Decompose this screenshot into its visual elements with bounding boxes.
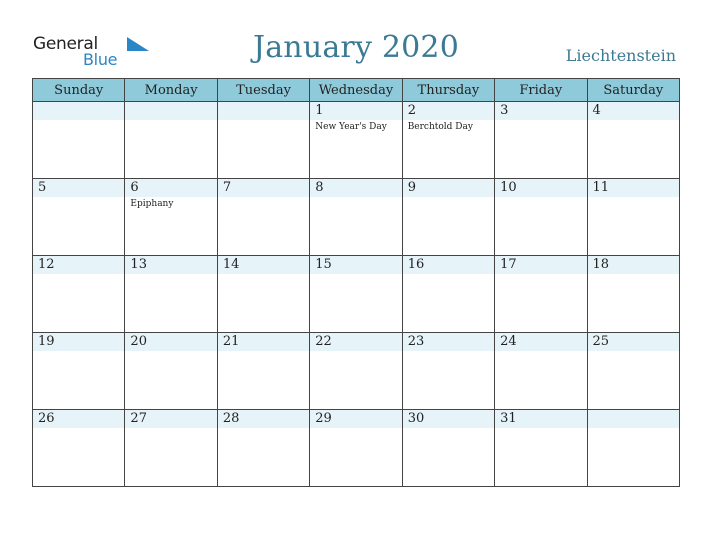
holiday-label: Epiphany <box>130 199 174 209</box>
day-cell <box>125 410 217 487</box>
day-number: 9 <box>407 180 416 195</box>
logo-blue-text: Blue <box>83 50 118 69</box>
day-number: 16 <box>407 257 425 272</box>
weekday-header-row <box>33 79 680 102</box>
day-cell <box>495 179 587 256</box>
day-number: 27 <box>130 411 147 426</box>
weekday-saturday: Saturday <box>587 79 679 102</box>
week-row <box>33 410 680 487</box>
day-cell <box>402 102 494 179</box>
holiday-label <box>310 426 401 430</box>
day-cell <box>402 179 494 256</box>
holiday-label <box>495 195 586 199</box>
day-number: 19 <box>38 334 55 349</box>
day-number: 10 <box>500 180 517 195</box>
day-number: 29 <box>315 411 332 426</box>
holiday-label <box>588 349 679 353</box>
day-number: 31 <box>500 411 517 426</box>
day-number: 8 <box>315 180 324 195</box>
day-cell <box>402 410 494 487</box>
day-cell <box>33 333 125 410</box>
day-cell <box>495 410 587 487</box>
day-number: 25 <box>592 334 610 349</box>
week-row <box>33 256 680 333</box>
day-cell <box>125 179 217 256</box>
day-cell <box>310 333 402 410</box>
day-number: 2 <box>407 103 416 118</box>
day-number: 14 <box>222 257 240 272</box>
week-row <box>33 179 680 256</box>
day-cell <box>217 179 309 256</box>
day-cell <box>587 179 679 256</box>
holiday-label <box>588 195 679 199</box>
holiday-label <box>218 195 309 199</box>
day-cell <box>217 333 309 410</box>
holiday-label <box>218 272 309 276</box>
weekday-sunday: Sunday <box>33 79 125 102</box>
day-number: 1 <box>315 103 324 118</box>
day-number: 7 <box>222 180 232 195</box>
holiday-label <box>495 272 586 276</box>
holiday-label <box>495 426 586 430</box>
holiday-label <box>403 349 494 353</box>
page-title: January 2020 <box>252 30 459 65</box>
day-cell <box>217 410 309 487</box>
holiday-label: Berchtold Day <box>407 122 473 132</box>
day-number: 20 <box>130 334 147 349</box>
day-number: 18 <box>592 257 610 272</box>
holiday-label <box>125 103 216 107</box>
day-number: 26 <box>38 411 55 426</box>
day-number: 28 <box>222 411 240 426</box>
holiday-label <box>218 349 309 353</box>
holiday-label <box>495 349 586 353</box>
holiday-label <box>588 411 679 415</box>
day-cell <box>495 333 587 410</box>
day-cell <box>310 179 402 256</box>
day-number: 6 <box>130 180 139 195</box>
holiday-label <box>403 195 494 199</box>
holiday-label <box>310 195 401 199</box>
day-number: 12 <box>38 257 55 272</box>
holiday-label <box>33 349 124 353</box>
week-row <box>33 333 680 410</box>
day-cell <box>587 333 679 410</box>
calendar-grid <box>32 78 680 487</box>
country-label: Liechtenstein <box>565 46 676 65</box>
holiday-label <box>495 118 586 122</box>
day-number: 13 <box>130 257 147 272</box>
weekday-tuesday: Tuesday <box>217 79 309 102</box>
day-number: 22 <box>315 334 332 349</box>
week-row <box>33 102 680 179</box>
day-cell <box>33 179 125 256</box>
day-cell <box>587 256 679 333</box>
day-cell <box>495 256 587 333</box>
holiday-label <box>33 272 124 276</box>
day-cell <box>310 102 402 179</box>
holiday-label <box>33 103 124 107</box>
holiday-label <box>33 195 124 199</box>
day-cell <box>402 256 494 333</box>
day-number: 15 <box>315 257 332 272</box>
weekday-wednesday: Wednesday <box>310 79 402 102</box>
day-number: 5 <box>38 180 47 195</box>
day-cell <box>402 333 494 410</box>
holiday-label <box>125 272 216 276</box>
day-cell <box>217 102 309 179</box>
day-cell <box>33 410 125 487</box>
holiday-label <box>218 103 309 107</box>
day-cell <box>587 102 679 179</box>
day-number: 11 <box>592 180 610 195</box>
holiday-label: New Year's Day <box>315 122 387 132</box>
weekday-friday: Friday <box>495 79 587 102</box>
holiday-label <box>403 272 494 276</box>
day-cell <box>33 256 125 333</box>
day-cell <box>33 102 125 179</box>
holiday-label <box>310 272 401 276</box>
day-number: 21 <box>222 334 240 349</box>
weekday-monday: Monday <box>125 79 217 102</box>
holiday-label <box>403 426 494 430</box>
day-number: 24 <box>500 334 517 349</box>
day-cell <box>495 102 587 179</box>
day-cell <box>125 102 217 179</box>
day-number: 3 <box>500 103 509 118</box>
weekday-thursday: Thursday <box>402 79 494 102</box>
logo-general-text: General <box>33 34 98 54</box>
day-cell <box>587 410 679 487</box>
holiday-label <box>310 349 401 353</box>
day-cell <box>310 410 402 487</box>
holiday-label <box>125 349 216 353</box>
day-cell <box>125 333 217 410</box>
day-number: 30 <box>407 411 425 426</box>
holiday-label <box>218 426 309 430</box>
holiday-label <box>588 272 679 276</box>
day-number: 4 <box>592 103 601 118</box>
holiday-label <box>588 118 679 122</box>
day-number: 23 <box>407 334 425 349</box>
holiday-label <box>125 426 216 430</box>
day-cell <box>125 256 217 333</box>
holiday-label <box>33 426 124 430</box>
day-cell <box>217 256 309 333</box>
day-cell <box>310 256 402 333</box>
day-number: 17 <box>500 257 517 272</box>
